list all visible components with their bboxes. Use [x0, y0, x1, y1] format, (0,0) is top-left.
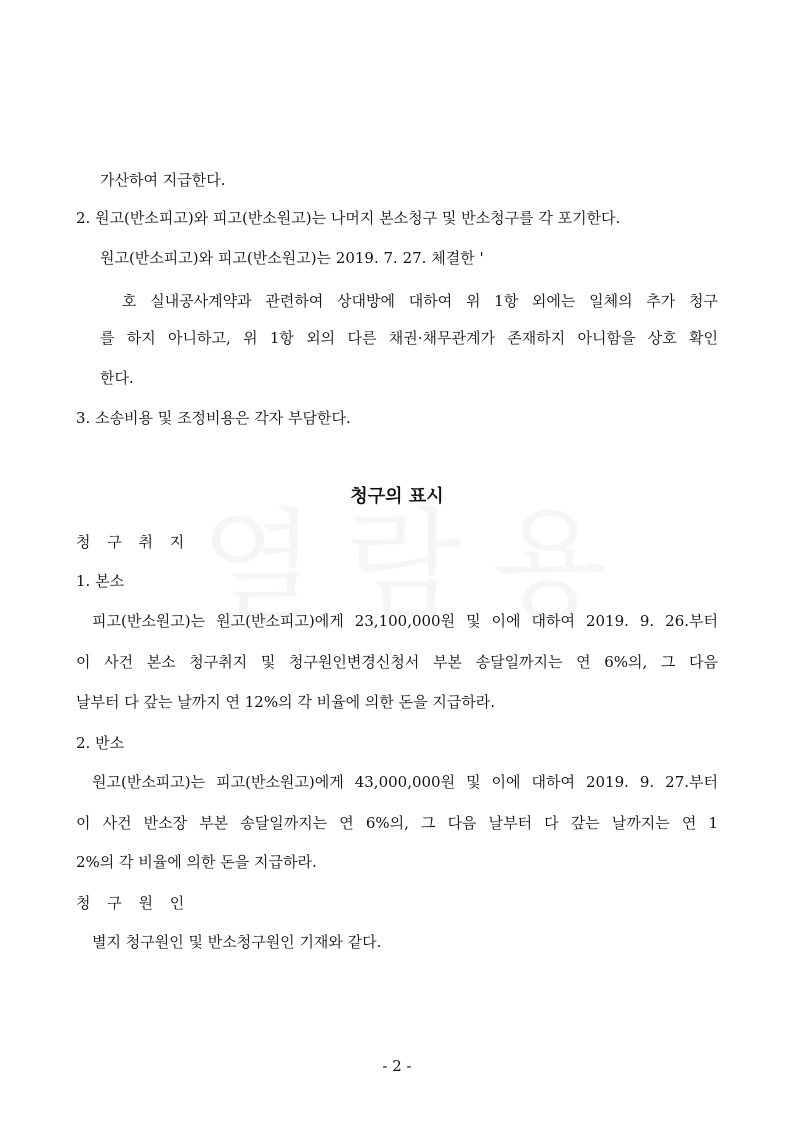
settlement-item-2: 2. 원고(반소피고)와 피고(반소원고)는 나머지 본소청구 및 반소청구를 각 포기한다. — [76, 209, 621, 227]
claim-cause-text: 별지 청구원인 및 반소청구원인 기재와 같다. — [92, 933, 382, 951]
section-heading: 청구의 표시 — [350, 486, 444, 507]
settlement-continuation: 가산하여 지급한다. — [100, 171, 226, 189]
claim-cause-label: 청 구 원 인 — [76, 894, 191, 912]
settlement-item-2-line-5: 한다. — [100, 369, 134, 387]
counter-claim-label: 2. 반소 — [76, 734, 125, 752]
main-claim-line-2: 이 사건 본소 청구취지 및 청구원인변경신청서 부본 송달일까지는 연 6%의, 그 다음 — [76, 653, 718, 671]
main-claim-line-3: 날부터 다 갚는 날까지 연 12%의 각 비율에 의한 돈을 지급하라. — [76, 693, 496, 711]
counter-claim-line-3: 2%의 각 비율에 의한 돈을 지급하라. — [76, 853, 317, 871]
counter-claim-line-2: 이 사건 반소장 부본 송달일까지는 연 6%의, 그 다음 날부터 다 갚는 날까지는 연 1 — [76, 814, 718, 832]
settlement-item-2-line-3: 호 실내공사계약과 관련하여 상대방에 대하여 위 1항 외에는 일체의 추가 청구 — [122, 292, 718, 310]
settlement-item-3: 3. 소송비용 및 조정비용은 각자 부담한다. — [76, 409, 351, 427]
settlement-item-2-line-2: 원고(반소피고)와 피고(반소원고)는 2019. 7. 27. 체결한 ' — [100, 249, 484, 267]
counter-claim-line-1: 원고(반소피고)는 피고(반소원고)에게 43,000,000원 및 이에 대하여 2019. 9. 27.부터 — [92, 773, 718, 791]
claim-purpose-label: 청 구 취 지 — [76, 533, 191, 551]
settlement-item-2-line-4: 를 하지 아니하고, 위 1항 외의 다른 채권·채무관계가 존재하지 아니함을 상호 확인 — [100, 329, 718, 347]
page-number: - 2 - — [382, 1057, 412, 1075]
main-claim-line-1: 피고(반소원고)는 원고(반소피고)에게 23,100,000원 및 이에 대하여 2019. 9. 26.부터 — [92, 612, 718, 630]
main-claim-label: 1. 본소 — [76, 572, 125, 590]
